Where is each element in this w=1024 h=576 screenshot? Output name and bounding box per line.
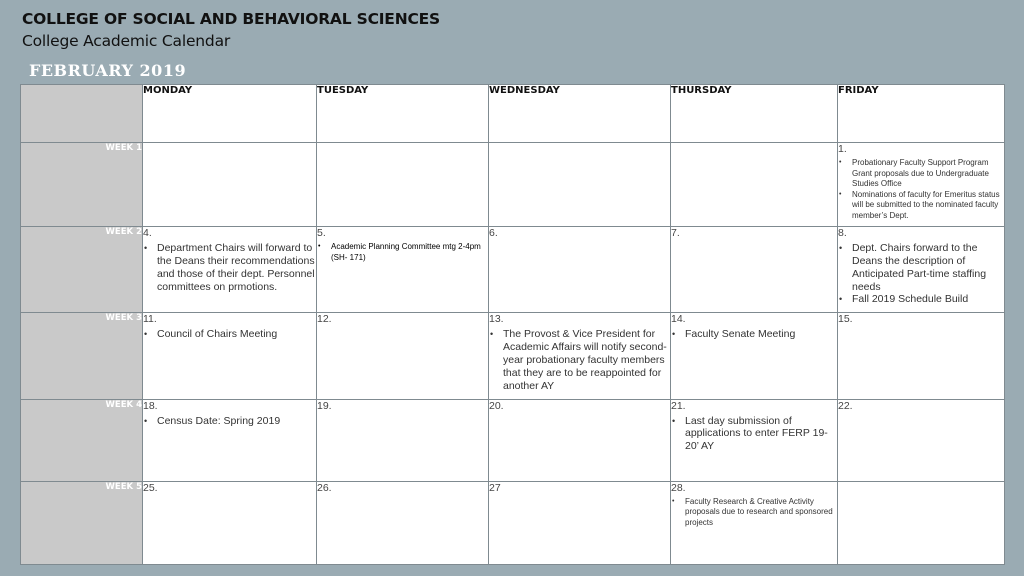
- day-cell: [838, 481, 1005, 564]
- day-cell: [143, 481, 317, 564]
- day-header-tuesday: TUESDAY: [317, 85, 489, 143]
- day-cell: [317, 399, 489, 481]
- week-row: [21, 399, 1005, 481]
- event-item: • Dept. Chairs forward to the Deans the description of Anticipated Part-time staffing needs: [852, 242, 1004, 293]
- day-number: 11.: [143, 313, 157, 326]
- week-row: [21, 481, 1005, 564]
- event-item: • Department Chairs will forward to the Deans their recommendations and those of their dept. Personnel committees on prmotions.: [157, 242, 316, 293]
- day-cell: [317, 143, 489, 227]
- event-item: • Last day submission of applications to enter FERP 19-20’ AY: [685, 415, 837, 453]
- day-cell: [838, 313, 1005, 399]
- day-cell: [489, 227, 671, 313]
- day-number: 28.: [671, 481, 686, 494]
- event-list: [489, 328, 670, 392]
- day-number: 6.: [489, 227, 498, 240]
- week-row: [21, 313, 1005, 399]
- day-cell: [489, 399, 671, 481]
- event-item: • Academic Planning Committee mtg 2-4pm (SH- 171): [331, 242, 488, 263]
- day-header-friday: FRIDAY: [838, 85, 1005, 143]
- day-cell: [838, 143, 1005, 227]
- event-item: • The Provost & Vice President for Academic Affairs will notify second-year probationary faculty members that they are to be reappointed for another AY: [503, 328, 670, 392]
- calendar-grid: [20, 84, 1005, 565]
- day-number: 18.: [143, 399, 158, 412]
- day-header-wednesday: WEDNESDAY: [489, 85, 671, 143]
- day-header-thursday: THURSDAY: [671, 85, 838, 143]
- event-item: • Nominations of faculty for Emeritus status will be submitted to the nominated faculty member’s Dept.: [852, 190, 1004, 222]
- event-list: [671, 497, 837, 529]
- event-item: • Faculty Senate Meeting: [685, 328, 837, 341]
- day-cell: [671, 227, 838, 313]
- event-item: • Probationary Faculty Support Program Grant proposals due to Undergraduate Studies Office: [852, 158, 1004, 190]
- day-number: 26.: [317, 481, 332, 494]
- day-number: 8.: [838, 227, 847, 240]
- day-number: 5.: [317, 227, 326, 240]
- day-cell: [489, 313, 671, 399]
- event-list: [838, 158, 1004, 221]
- event-list: [671, 415, 837, 453]
- day-cell: [143, 143, 317, 227]
- day-number: 1.: [838, 143, 847, 156]
- day-cell: [838, 227, 1005, 313]
- day-number: 12.: [317, 313, 332, 326]
- corner-cell: [21, 85, 143, 143]
- day-number: 15.: [838, 313, 853, 326]
- event-item: • Faculty Research & Creative Activity proposals due to research and sponsored projects: [685, 497, 837, 529]
- week-label: WEEK 3: [21, 313, 143, 399]
- day-cell: [838, 399, 1005, 481]
- month-title: FEBRUARY 2019: [29, 61, 187, 80]
- calendar-subtitle: College Academic Calendar: [22, 32, 231, 50]
- week-label: WEEK 5: [21, 481, 143, 564]
- page-header: [22, 10, 440, 50]
- day-number: 4.: [143, 227, 152, 240]
- day-cell: [671, 399, 838, 481]
- day-number: 22.: [838, 399, 853, 412]
- week-row: [21, 143, 1005, 227]
- event-item: • Council of Chairs Meeting: [157, 328, 316, 341]
- college-title: COLLEGE OF SOCIAL AND BEHAVIORAL SCIENCES: [22, 10, 440, 28]
- day-header-monday: MONDAY: [143, 85, 317, 143]
- day-number: 19.: [317, 399, 332, 412]
- week-label: WEEK 1: [21, 143, 143, 227]
- event-item: • Fall 2019 Schedule Build: [852, 293, 1004, 306]
- event-list: [143, 242, 316, 293]
- day-cell: [671, 481, 838, 564]
- week-label: WEEK 2: [21, 227, 143, 313]
- day-number: 7.: [671, 227, 680, 240]
- day-number: 25.: [143, 481, 158, 494]
- week-row: [21, 227, 1005, 313]
- day-cell: [143, 313, 317, 399]
- event-list: [671, 328, 837, 341]
- event-list: [838, 242, 1004, 306]
- event-list: [143, 415, 316, 428]
- day-number: 13.: [489, 313, 504, 326]
- day-number: 20.: [489, 399, 504, 412]
- week-label: WEEK 4: [21, 399, 143, 481]
- day-number: 14.: [671, 313, 686, 326]
- event-list: [143, 328, 316, 341]
- day-cell: [317, 313, 489, 399]
- event-item: • Census Date: Spring 2019: [157, 415, 316, 428]
- day-cell: [317, 227, 489, 313]
- day-header-row: [21, 85, 1005, 143]
- event-list: [317, 242, 488, 263]
- day-cell: [489, 481, 671, 564]
- day-cell: [671, 313, 838, 399]
- day-number: 27: [489, 481, 501, 494]
- day-cell: [489, 143, 671, 227]
- day-cell: [143, 399, 317, 481]
- day-cell: [143, 227, 317, 313]
- day-number: 21.: [671, 399, 686, 412]
- day-cell: [671, 143, 838, 227]
- day-cell: [317, 481, 489, 564]
